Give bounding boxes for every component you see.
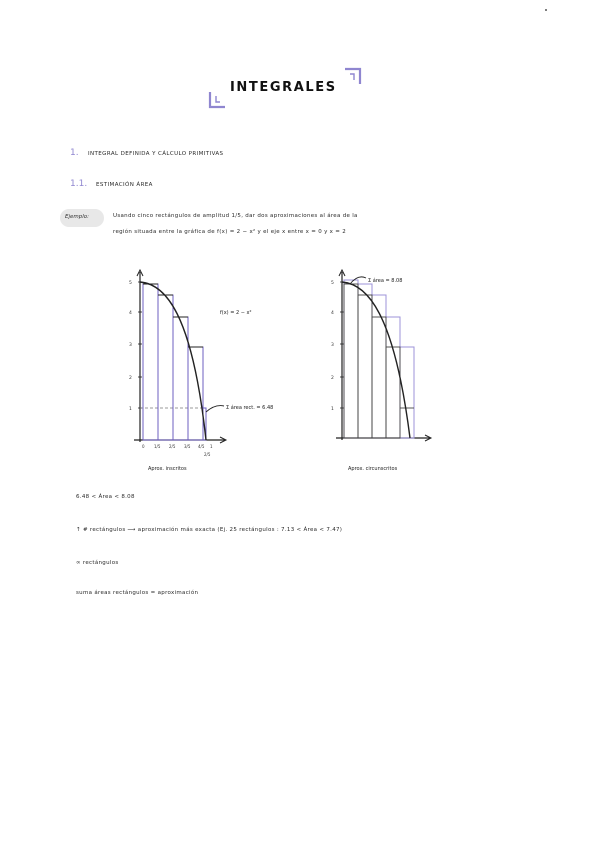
- page-dot: [545, 9, 547, 11]
- annotation-arrow: [206, 406, 224, 412]
- example-text-line-1: Usando cinco rectángulos de amplitud 1/5, dar dos aproximaciones al área de la: [113, 213, 358, 219]
- x-tick-label: 4/5: [198, 444, 205, 449]
- rect-4: [188, 347, 203, 440]
- x-tick-label: 1/5: [154, 444, 161, 449]
- note-sum-areas: suma áreas rectángulos = aproximación: [76, 590, 199, 596]
- y-tick-label: 1: [331, 407, 334, 412]
- section-1-number: 1.: [70, 148, 79, 158]
- rect-2: [158, 295, 173, 440]
- x-tick-label: 2/5: [204, 452, 211, 457]
- section-1-1-number: 1.1.: [70, 179, 88, 189]
- curve-label: f(x) = 2 − x²: [220, 310, 252, 316]
- chart-circumscribed-svg: [320, 262, 470, 477]
- y-tick-label: 4: [129, 311, 132, 316]
- y-tick-label: 3: [331, 343, 334, 348]
- rect-5: [400, 347, 414, 438]
- section-1-label: INTEGRAL DEFINIDA Y CÁLCULO PRIMITIVAS: [88, 151, 224, 157]
- x-tick-label: 2/5: [169, 444, 176, 449]
- rect-2: [358, 284, 372, 438]
- circumscribed-rectangles: [344, 280, 414, 438]
- y-tick-label: 5: [331, 281, 334, 286]
- chart-caption: Aprox. inscritos: [148, 466, 187, 472]
- sum-annotation: Σ área rect. = 6.48: [226, 405, 274, 411]
- y-tick-label: 1: [129, 407, 132, 412]
- note-inequality: 6.48 < Área < 8.08: [76, 494, 135, 500]
- y-tick-label: 3: [129, 343, 132, 348]
- sum-annotation: Σ área = 8.08: [368, 278, 403, 284]
- note-infinite-rectangles: ∞ rectángulos: [76, 560, 119, 566]
- example-text-line-2: región situada entre la gráfica de f(x) = 2 − x² y el eje x entre x = 0 y x = 2: [113, 229, 347, 235]
- rect-3: [372, 295, 386, 438]
- y-tick-label: 2: [331, 376, 334, 381]
- chart-inscribed: [120, 262, 330, 477]
- example-badge-label: Ejemplo:: [65, 214, 89, 220]
- x-tick-label: 0: [142, 444, 145, 449]
- y-tick-label: 4: [331, 311, 334, 316]
- page-title: INTEGRALES: [230, 80, 337, 95]
- section-1-1-label: ESTIMACIÓN ÁREA: [96, 182, 153, 188]
- x-tick-label: 1: [210, 444, 213, 449]
- y-tick-label: 2: [129, 376, 132, 381]
- inscribed-rectangles: [143, 284, 206, 440]
- title-block: [208, 66, 368, 110]
- chart-circumscribed: [320, 262, 470, 477]
- chart-caption: Aprox. circunscritos: [348, 466, 398, 472]
- chart-inscribed-svg: [120, 262, 330, 477]
- note-more-rectangles: ↑ # rectángulos ⟶ aproximación más exacta (Ej. 25 rectángulos : 7.13 < Área < 7.47): [76, 527, 343, 533]
- y-tick-label: 5: [129, 281, 132, 286]
- rect-1: [344, 280, 358, 438]
- x-tick-label: 3/5: [184, 444, 191, 449]
- rect-1: [143, 284, 158, 440]
